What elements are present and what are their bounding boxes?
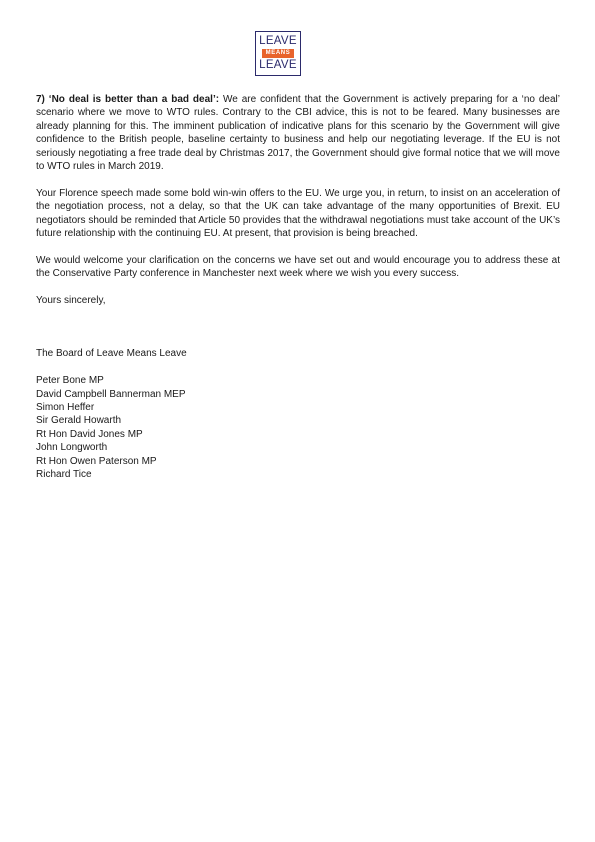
closing-salutation: Yours sincerely, (36, 295, 106, 307)
signatory-name: Richard Tice (36, 469, 92, 481)
signatory-name: Rt Hon David Jones MP (36, 428, 143, 440)
paragraph-lead: 7) ‘No deal is better than a bad deal’: (36, 94, 220, 105)
signature-board: The Board of Leave Means Leave (36, 348, 187, 360)
signatory-name: David Campbell Bannerman MEP (36, 388, 186, 400)
logo-text-top: LEAVE (259, 35, 297, 47)
paragraph-clarification: We would welcome your clarification on the concerns we have set out and would encourage you to address these at the Conservative Party conference in Manchester next week where we wish you every success. (36, 254, 560, 280)
paragraph-florence-speech: Your Florence speech made some bold win-win offers to the EU. We urge you, in return, to insist on an acceleration of the negotiation process, not a delay, so that the UK can take advantage of the many opportunities of Brexit. EU negotiators should be reminded that Article 50 provides that the withdrawal negotiations must take account of the UK’s future relationship with the continuing EU. At present, that provision is being breached. (36, 187, 560, 240)
letter-body (36, 93, 560, 482)
signatory-name: Peter Bone MP (36, 375, 104, 387)
logo-text-bottom: LEAVE (259, 59, 297, 71)
logo-text-middle: MEANS (262, 49, 295, 58)
leave-means-leave-logo (255, 31, 301, 76)
signatory-name: Rt Hon Owen Paterson MP (36, 455, 157, 467)
signatory-name: Sir Gerald Howarth (36, 415, 122, 427)
signatory-list (36, 374, 560, 481)
paragraph-no-deal (36, 93, 560, 173)
signatory-name: Simon Heffer (36, 402, 95, 414)
paragraph-text: We are confident that the Government is actively preparing for a ‘no deal’ scenario where we move to WTO rules. Contrary to the CBI advice, this is not to be feared. Many businesses are already planning for this. The imminent publication of indicative plans for this scenario by the Government will give confidence to the British people, baseline certainty to business and help our negotiating leverage. If the EU is not seriously negotiating a free trade deal by Christmas 2017, the Government should give formal notice that we will move to WTO rules in March 2019. (36, 94, 560, 173)
signatory-name: John Longworth (36, 442, 108, 454)
